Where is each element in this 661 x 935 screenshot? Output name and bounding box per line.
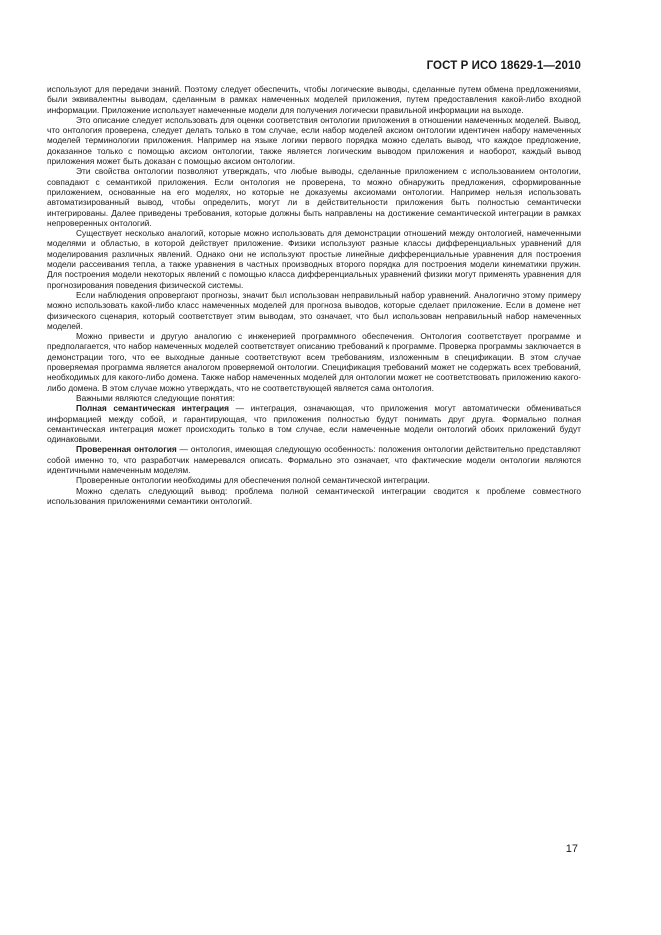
definition-term: Полная семантическая интеграция [76,403,230,414]
paragraph-text: Можно привести и другую аналогию с инженерией программного обеспечения. Онтология соответствует программе и предполагается, что набор намеченных моделей соответствует описанию требований к программе. Проверка программы заключается в демонстрации того, что ее выходные данные соответствуют всем требованиям, изложенным в спецификации. В этом случае проверяемая программа является аналогом проверяемой онтологии. Спецификация требований может не содержать всех требований, необходимых для какого-либо домена. Также набор намеченных моделей для онтологии может не соответствовать приложению какого-либо домена. В этом случае можно утверждать, что не соответствующей является сама онтология. [47,331,581,393]
definition-term: Проверенная онтология [76,444,177,455]
paragraph-text: Проверенные онтологии необходимы для обеспечения полной семантической интеграции. [76,475,430,486]
paragraph-text: используют для передачи знаний. Поэтому следует обеспечить, чтобы логические выводы, сделанные путем обмена предложениями, были эквивалентны выводам, сделанным в рамках намеченных моделей приложения, путем предоставления какой-либо входной информации. Приложение использует намеченные модели для получения логически правильной информации на выходе. [47,84,581,115]
paragraph-3 [47,166,581,228]
definition-text: — онтология, имеющая следующую особенность: положения онтологии действительно представляют собой именно то, что разработчик намеревался описать. Формально это означает, что фактические модели онтологии являются идентичными намеченным моделям. [47,444,581,475]
paragraph-5 [47,290,581,331]
paragraph-10 [47,475,581,485]
paragraph-7 [47,393,581,403]
definition-text: — интеграция, означающая, что приложения могут автоматически обмениваться информацией между собой, и гарантирующая, что приложения полностью будут понимать друг друга. Формально полная семантическая интеграция может происходить только в том случае, если намеченные модели онтологий обоих приложений будут одинаковыми. [47,403,582,445]
paragraph-text: Это описание следует использовать для оценки соответствия онтологии приложения в отношении намеченных моделей. Вывод, что онтология проверена, следует делать только в том случае, если набор моделей аксиом онтологии идентичен набору намеченных моделей терминологии приложения. Например на языке логики первого порядка можно сделать вывод, что каждое предложение, доказанное только с помощью аксиом онтологии, также является логическим выводом приложения и наоборот, каждый вывод приложения может быть доказан с помощью аксиом онтологии. [47,114,581,167]
page-number: 17 [565,843,578,855]
paragraph-4 [47,228,581,290]
definition-full-semantic-integration [47,403,581,444]
paragraph-11 [47,486,581,507]
paragraph-text: Важными являются следующие понятия: [76,392,235,403]
paragraph-text: Существует несколько аналогий, которые можно использовать для демонстрации отношений между онтологией, намеченными моделями и областью, в которой действует приложение. Физики используют разные классы дифференциальных уравнений для моделирования различных явлений. Однако они не используют простые линейные дифференциальные уравнения для построения модели рассеивания тепла, а также уравнения в частных производных второго порядка для построения модели кинематики пружин. Для построения модели некоторых явлений с помощью класса дифференциальных уравнений физики могут применять уравнения для прогнозирования поведения физической системы. [47,228,581,290]
document-header: ГОСТ Р ИСО 18629-1—2010 [426,60,581,72]
paragraph-text: Можно сделать следующий вывод: проблема полной семантической интеграции сводится к проблеме совместного использования приложениями семантики онтологий. [47,485,581,506]
definition-verified-ontology [47,444,581,475]
paragraph-2 [47,115,581,166]
paragraph-6 [47,331,581,393]
paragraph-1 [47,84,581,115]
paragraph-text: Если наблюдения опровергают прогнозы, значит был использован неправильный набор уравнений. Аналогично этому примеру можно использовать какой-либо класс намеченных моделей для прогноза выводов, которые сделает приложение. Если в домене нет физического сценария, который соответствует этим выводам, это означает, что был использован неправильный набор намеченных моделей. [47,289,581,331]
document-body [47,84,581,506]
paragraph-text: Эти свойства онтологии позволяют утверждать, что любые выводы, сделанные приложением с использованием онтологии, совпадают с семантикой приложения. Если онтология не проверена, то можно обнаружить предложения, сформированные приложением, основанные на его моделях, но которые не доказуемы аксиомами онтологии. Например нельзя использовать автоматизированный вывод, чтобы определить, могут ли в действительности приложения быть полностью семантически интегрированы. Далее приведены требования, которые должны быть направлены на достижение семантической интеграции в рамках непроверенных онтологий. [47,166,581,228]
